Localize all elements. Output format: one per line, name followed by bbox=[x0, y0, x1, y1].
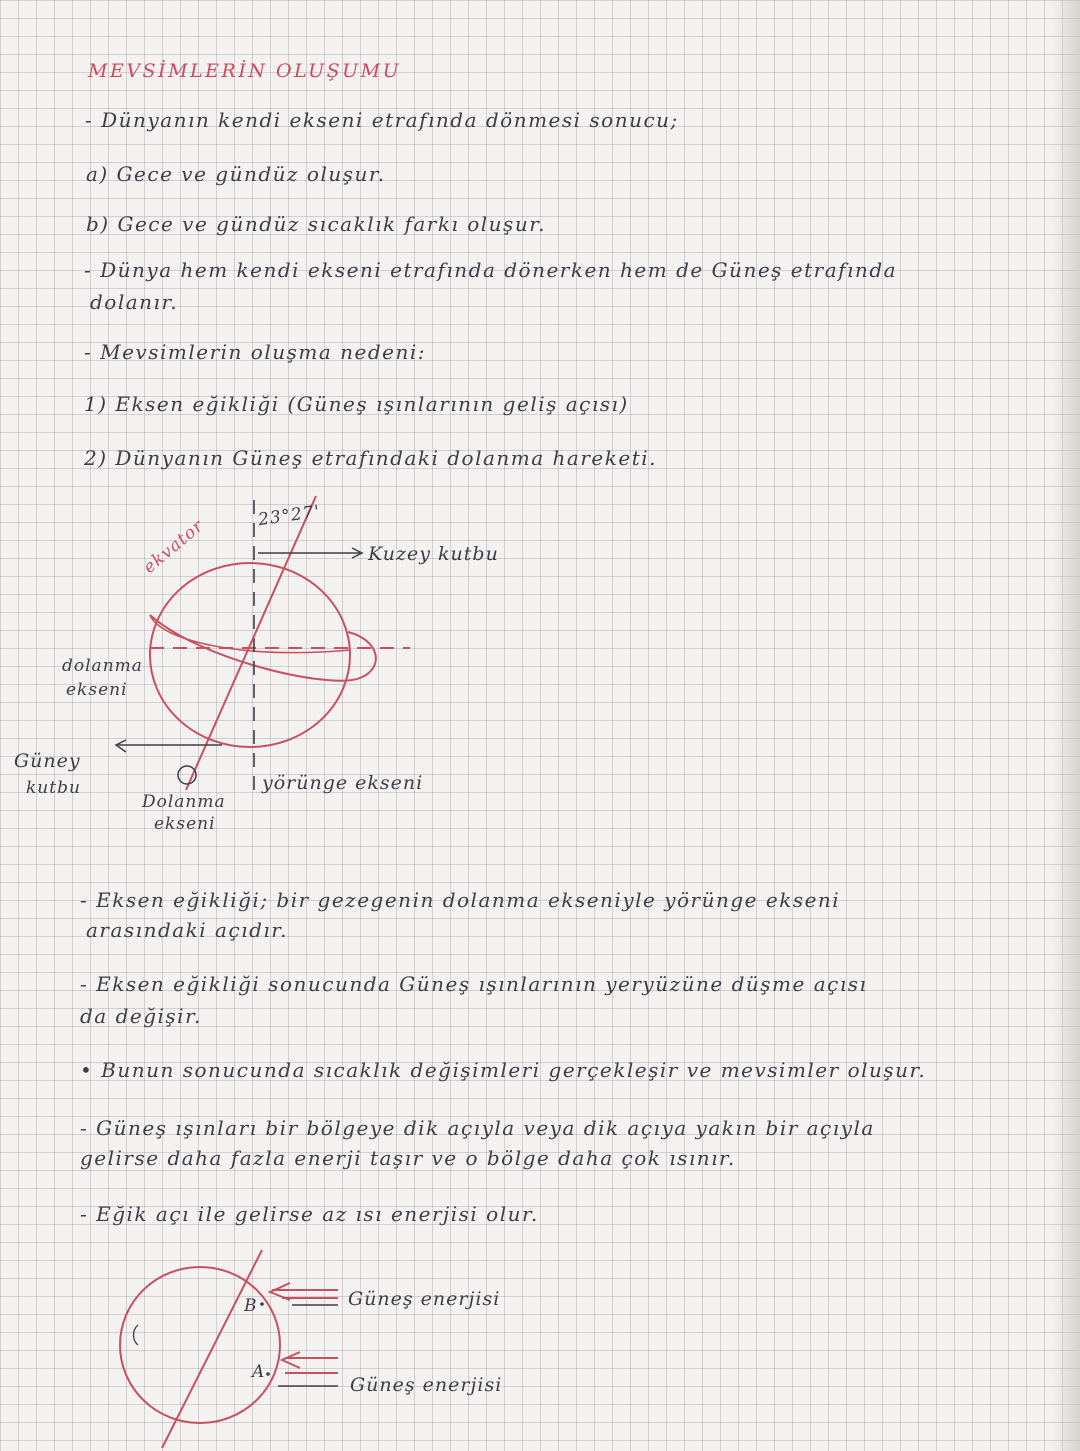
text-line-direct-rays-2: gelirse daha fazla enerji taşır ve o bölge daha çok ısınır. bbox=[80, 1146, 736, 1170]
point-a-label: A bbox=[252, 1362, 266, 1382]
text-line-cause-1: 1) Eksen eğikliği (Güneş ışınlarının geliş açısı) bbox=[84, 392, 629, 416]
equator-label: ekvator bbox=[139, 515, 208, 578]
point-a-dot bbox=[266, 1372, 270, 1376]
text-line-revolution-2: dolanır. bbox=[90, 290, 179, 314]
orbit-plane-axis-label: yörünge ekseni bbox=[262, 772, 424, 794]
text-line-angle-change-1: - Eksen eğikliği sonucunda Güneş ışınlarının yeryüzüne düşme açısı bbox=[80, 972, 868, 996]
text-line-result: • Bunun sonucunda sıcaklık değişimleri gerçekleşir ve mevsimler oluşur. bbox=[80, 1058, 927, 1082]
point-b-dot bbox=[260, 1302, 264, 1306]
text-line-oblique-rays: - Eğik açı ile gelirse az ısı enerjisi olur. bbox=[80, 1202, 539, 1226]
bottom-orbit-axis-label-2: ekseni bbox=[154, 814, 216, 834]
text-line-cause-2: 2) Dünyanın Güneş etrafındaki dolanma hareketi. bbox=[84, 446, 657, 470]
orbit-axis-label-1: dolanma bbox=[62, 656, 143, 676]
page-edge-shadow bbox=[1052, 0, 1080, 1451]
bottom-orbit-axis-label-1: Dolanma bbox=[142, 792, 226, 812]
sun-energy-label-1: Güneş enerjisi bbox=[348, 1288, 501, 1310]
earth-circle-2 bbox=[120, 1267, 280, 1423]
text-line-direct-rays-1: - Güneş ışınları bir bölgeye dik açıyla veya dik açıya yakın bir açıyla bbox=[80, 1116, 875, 1140]
sun-energy-label-2: Güneş enerjisi bbox=[350, 1374, 503, 1396]
south-pole-label-2: kutbu bbox=[26, 778, 81, 798]
ray-a-arrowhead bbox=[282, 1352, 300, 1368]
point-b-label: B bbox=[244, 1296, 258, 1316]
text-line-tilt-def-1: - Eksen eğikliği; bir gezegenin dolanma ekseniyle yörünge ekseni bbox=[80, 888, 841, 912]
edge-tick bbox=[134, 1325, 139, 1345]
text-line-angle-change-2: da değişir. bbox=[80, 1004, 202, 1028]
earth-axis-2 bbox=[162, 1250, 262, 1448]
page-title: MEVSİMLERİN OLUŞUMU bbox=[88, 60, 402, 82]
text-line-rotation: - Dünyanın kendi ekseni etrafında dönmesi sonucu; bbox=[85, 108, 679, 132]
south-pole-label-1: Güney bbox=[14, 750, 81, 772]
text-line-revolution-1: - Dünya hem kendi ekseni etrafında dönerken hem de Güneş etrafında bbox=[84, 258, 898, 282]
text-line-tilt-def-2: arasındaki açıdır. bbox=[86, 918, 288, 942]
orbit-axis-label-2: ekseni bbox=[66, 680, 128, 700]
text-line-season-cause: - Mevsimlerin oluşma nedeni: bbox=[84, 340, 426, 364]
north-pole-label: Kuzey kutbu bbox=[368, 543, 499, 565]
text-line-b: b) Gece ve gündüz sıcaklık farkı oluşur. bbox=[86, 212, 546, 236]
text-line-a: a) Gece ve gündüz oluşur. bbox=[86, 162, 386, 186]
angle-label: 23°27' bbox=[256, 501, 322, 531]
